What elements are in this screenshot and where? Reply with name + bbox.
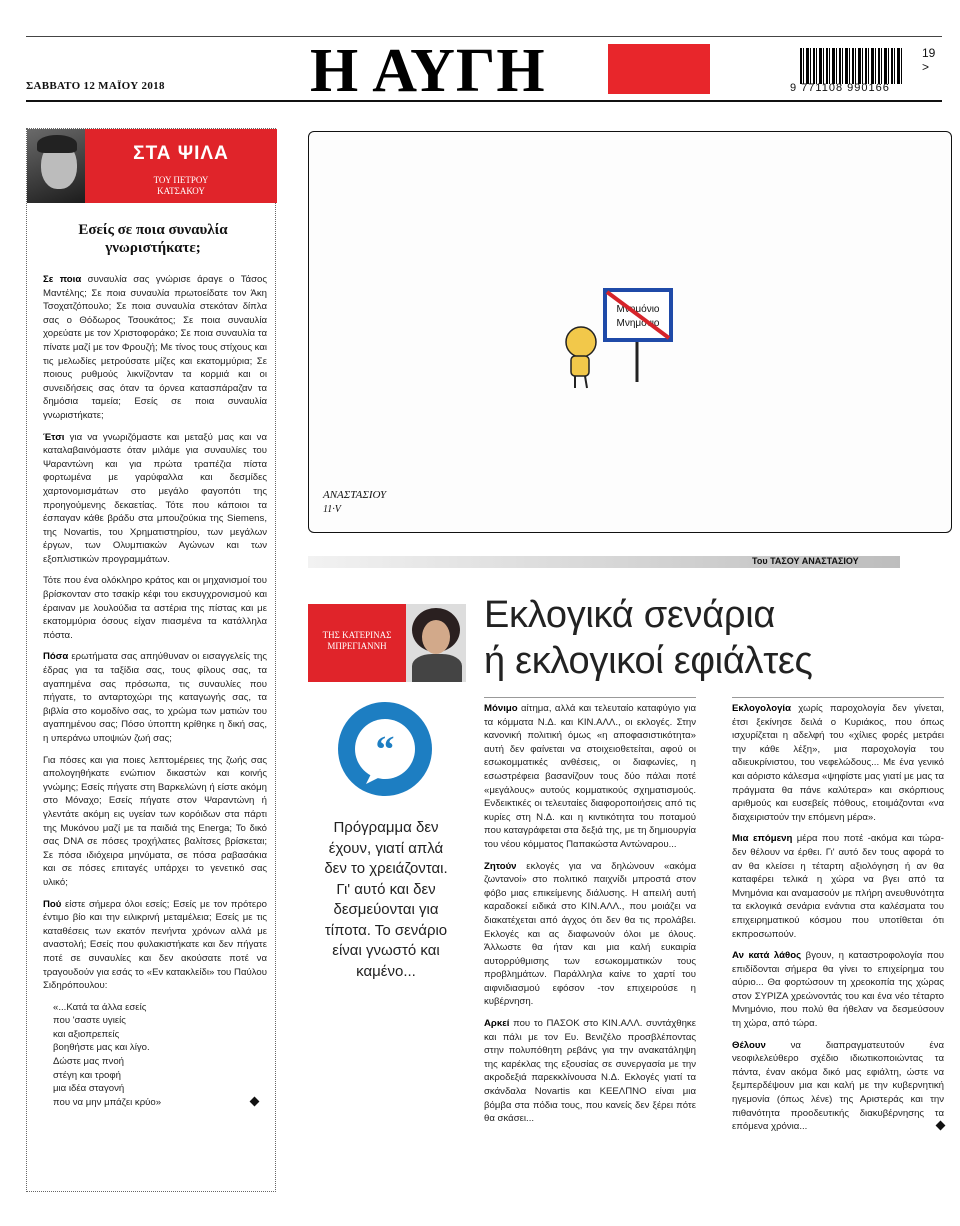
article-byline-line-2: ΜΠΡΕΓΙΑΝΝΗ xyxy=(327,641,387,651)
column-title-block xyxy=(85,129,277,203)
column-byline-line-1: ΤΟΥ ΠΕΤΡΟΥ xyxy=(153,175,209,185)
lead-word: Θέλουν xyxy=(732,1039,766,1051)
paragraph-text: να διαπραγματευτούν ένα νεοφιλελεύθερο σχέδιο ιδιωτικοποιώντας τα πάντα, έναν ακόμα δικό μας εφιάλτη, ώστε να ξεμπερδέψουν μια και καλή με την κυβερνητική ηγεμονία (όπως λένε) της Αριστεράς και την πιθανότητα προοδευτικής διακυβέρνησης τα επόμενα χρόνια... xyxy=(732,1039,944,1133)
cartoon-sign xyxy=(605,290,671,382)
paragraph xyxy=(43,650,267,745)
barcode-icon xyxy=(800,48,904,84)
article-column-2 xyxy=(732,702,944,1142)
poem-line-text: που να μην μπάζει κρύο» xyxy=(53,1096,162,1108)
lead-word: Ζητούν xyxy=(484,860,517,872)
column-title: ΣΤΑ ΨΙΛΑ xyxy=(133,143,229,164)
child-leg xyxy=(585,376,587,388)
poem-line: στέγη και τροφή xyxy=(53,1069,121,1081)
column-rule xyxy=(484,697,696,698)
lead-word: Αν κατά λάθος xyxy=(732,950,802,962)
masthead xyxy=(26,36,942,105)
cartoon-drawing xyxy=(309,132,952,533)
author-photo xyxy=(27,129,85,203)
article-author-photo xyxy=(406,604,466,682)
masthead-bottom-rule xyxy=(26,100,942,102)
issue-date: ΣΑΒΒΑΤΟ 12 ΜΑΪΟΥ 2018 xyxy=(26,80,165,92)
article-headline xyxy=(484,592,944,684)
poem-line: Δώστε μας πνοή xyxy=(53,1056,125,1068)
paragraph xyxy=(732,702,944,824)
paragraph-text: είστε σήμερα όλοι εσείς; Εσείς με τον πρότερο έντιμο βίο και την ειλικρινή μεταμέλεια; Εσείς με τις καταθέσεις των εκατόν πενήντα χρόνων αλλά με αναστολή; Εσείς που φυλακιστήκατε και δεν πήγατε ποτέ σε συναυλίες και δεν ακούσατε ποτέ να τραγουδούν για εσάς το «Εν κατακλείδι» του Παύλου Σιδηρόπουλου: xyxy=(43,898,267,992)
column-rule xyxy=(732,697,944,698)
lead-word: Έτσι xyxy=(43,431,65,443)
article-byline xyxy=(308,604,406,682)
poem-line: μια ιδέα σταγονή xyxy=(53,1083,125,1095)
svg-text:“: “ xyxy=(375,729,395,771)
end-diamond-icon xyxy=(936,1121,946,1131)
lead-word: Αρκεί xyxy=(484,1018,510,1030)
headline-line-1: Εκλογικά σενάρια xyxy=(484,594,775,636)
newspaper-logo: Η ΑΥΓΗ xyxy=(310,37,546,105)
paragraph-text: βγουν, η καταστροφολογία που επιδίδονται σήμερα θα γίνει το επιχείρημα του αύριο... Θα φορτώσουν τη χρεοκοπία της χώρας στον ΣΥΡΙΖΑ χρεώνοντάς του και ένα νέο τέταρτο Μνημόνιο, που πολύ θα ήθελαν να δεσμεύσουν τη χώρα, από τώρα. xyxy=(732,950,944,1030)
cartoon xyxy=(308,131,952,533)
article-byline-line-1: ΤΗΣ ΚΑΤΕΡΙΝΑΣ xyxy=(322,630,392,640)
paragraph-text: που το ΠΑΣΟΚ στο ΚΙΝ.ΑΛΛ. συντάχθηκε και πάλι με τον Ευ. Βενιζέλο προσβλέποντας στην πολυπόθητη ρεβάνς για την ανακατάληψη της καρέκλας της εξουσίας σε συνεργασία με την ακροδεξιά παρεκκλίνουσα Ν.Δ. Εκλογές γιατί τα σκάνδαλα Novartis και ΚΕΕΛΠΝΟ είναι μια βόμβα στα πόδια τους, που κανείς δεν ξέρει πότε θα σκάσει... xyxy=(484,1018,696,1125)
poem-line: βοηθήστε μας και λίγο. xyxy=(53,1042,150,1054)
paragraph xyxy=(43,898,267,993)
poem-line: και αξιοπρεπείς xyxy=(53,1028,120,1040)
page-arrow: > xyxy=(922,60,930,74)
paragraph-text: χωρίς παροχολογία δεν γίνεται, έτσι ξεκίνησε δειλά ο Κυριάκος, που όπως ισχυρίζεται η αδελφή του «χίλιες φορές μετράει την κάθε λέξη», μια παροχολογία του αδιευκρίνιστου, του νεφελώδους... Με ένα γενικό και αόριστο κάλεσμα «ψηφίστε μας γιατί με μας τα πράγματα θα πάνε καλύτερα» και σκόρπιους αριθμούς και ευσεβείς πόθους, ετοιμάζονται «να διαχειριστούν την επόμενη μέρα». xyxy=(732,703,945,823)
paragraph xyxy=(43,431,267,567)
lead-word: Πού xyxy=(43,898,62,910)
sign-text-2: Μνημόνιο xyxy=(616,318,660,329)
paragraph xyxy=(43,273,267,423)
lead-word: Μόνιμο xyxy=(484,703,518,714)
headline-line-2: ή εκλογικοί εφιάλτες xyxy=(484,640,813,682)
end-diamond-icon xyxy=(250,1096,260,1106)
column-headline: Εσείς σε ποια συναυλία γνωριστήκατε; xyxy=(78,222,228,256)
paragraph-text: μέρα που ποτέ -ακόμα και τώρα- δεν θέλουν να έρθει. Γι' αυτό δεν τους αφορά το αν θα κλείσει η τέταρτη αξιολόγηση ή αν θα καταφέρει τελικά η χώρα να βγει από τα Μνημόνια και αναμασούν με πλήρη ανευθυνότητα τα εκλογικά σενάρια ενάντια στα καλέσματα του επιχειρηματικού κόσμου που υποτίθεται ότι εκπροσωπούν. xyxy=(732,833,944,940)
author-body xyxy=(412,654,462,682)
paragraph: Για πόσες και για ποιες λεπτομέρειες της ζωής σας απολογηθήκατε ενώπιον δικαστών και κοινής γνώμης; Εσείς πήγατε στη Βαρκελώνη ή είστε ακόμη στο Μόναχο; Εσείς πήγατε στον Ψαραντώνη ή γλεντάτε ακόμη εις υγείαν των κορόιδων στα πάρτι της Μυκόνου μαζί με τα παιδιά της Energa; Το δικό σας DNA σε πόσες τροχήλατες βαλίτσες βρίσκεται; Σε πόσα ιδιόχειρα μηνύματα, σε πόσα ραβασάκια και σε πόσες επιταγές υπάρχει το γενετικό σας υλικό; xyxy=(43,754,267,888)
article-column-1 xyxy=(484,702,696,1134)
lead-word: Σε ποια xyxy=(43,274,82,285)
barcode-number: 9 771108 990166 xyxy=(790,82,890,94)
poem xyxy=(43,1001,267,1110)
author-face xyxy=(422,620,450,654)
lead-word: Πόσα xyxy=(43,651,69,663)
paragraph xyxy=(484,1017,696,1126)
lead-word: Εκλογολογία xyxy=(732,703,792,714)
paragraph xyxy=(484,860,696,1010)
page-number-value: 19 xyxy=(922,46,936,60)
signature-date: 11·V xyxy=(323,504,341,515)
paragraph-text: ερωτήματα σας απηύθυναν οι εισαγγελείς της έδρας για τα ταξίδια σας, τους φίλους σας, τα αγαπημένα σας πρόσωπα, τις συναυλίες που πήγατε, το ανταρτοχώρι της καταγωγής σας, τα βιβλία στο κομοδίνο σας, το χρώμα των ματιών του αγαπημένου σας; Πόσο ύποπτη κρίθηκε η δική σας, η υπεράνω υποψιών ζωή σας; xyxy=(43,651,267,744)
child-body xyxy=(571,356,589,376)
column-byline-line-2: ΚΑΤΣΑΚΟΥ xyxy=(157,186,205,196)
paragraph-text: αίτημα, αλλά και τελευταίο καταφύγιο για τα κόμματα Ν.Δ. και ΚΙΝ.ΑΛΛ., οι εκλογές. Στην κανονική πολιτική όμως «η αποφασιστικότητα» αυτή δεν φαίνεται να στοιχειοθετείται, αφού οι εσωκομματικές ανθέσεις, οι διαφωνίες, η εσωστρέφεια βασανίζουν τους δύο πάλαι ποτέ «μεγάλους» αυτούς κομματικούς σχηματισμούς. Ενδεικτικές οι τελευταίες διαφοροποιήσεις από τις κυρίες στη Ν.Δ. και η κιντικότητα του ποταμού που καταγράφεται στα δεξιά της, με τη δημιουργία του νέου κόμματος Παπακώστα Αντώναρου... xyxy=(484,703,696,850)
signature-name: ΑΝΑΣΤΑΣΙΟΥ xyxy=(323,489,387,501)
poem-line xyxy=(53,1096,267,1110)
column-body xyxy=(43,273,267,1109)
page-number xyxy=(922,46,942,74)
cartoon-child xyxy=(566,327,596,388)
cartoon-signature xyxy=(322,489,388,515)
child-head xyxy=(566,327,596,357)
paragraph: Τότε που ένα ολόκληρο κράτος και οι μηχανισμοί του βρίσκονταν στο τσακίρ κέφι του εκσυγχρονισμού και έραιναν με λουλούδια τα αστέρια της πίστας και με εκατομμύρια όσους είχαν πιασμένα τα κατάλληλα πόστα. xyxy=(43,575,267,641)
lead-word: Μια επόμενη xyxy=(732,833,793,845)
paragraph-text: για να γνωριζόμαστε και μεταξύ μας και να καταλαβαινόμαστε όταν μιλάμε για συναυλίες του Ψαραντώνη και για πρώτα τραπέζια πίστα φορτωμένα με γαρύφαλλα και δεσμίδες χαρτονομισμάτων στο μεγάλο φαγοπότι της προηγούμενης δεκαετίας. Τότε που κάποιοι τα έσπαγαν κάθε βράδυ στα μπουζούκια της Siemens, της Novartis, του Χρηματιστηρίου, των μεγάλων έργων, των Ολυμπιακών Αγώνων και των εξοπλιστικών προγραμμάτων. xyxy=(43,431,267,565)
paragraph xyxy=(732,1039,944,1134)
column-sta-psila xyxy=(26,128,276,1192)
poem-line: «...Κατά τα άλλα εσείς xyxy=(53,1001,147,1013)
column-byline xyxy=(85,175,277,197)
article-author-block xyxy=(308,604,466,682)
sign-text-1: Μνημόνιο xyxy=(616,304,660,315)
paragraph xyxy=(732,949,944,1031)
quote-icon xyxy=(336,700,434,798)
author-hair xyxy=(37,135,77,153)
paragraph xyxy=(484,702,696,852)
column-header xyxy=(27,129,277,203)
paragraph-text: συναυλία σας γνώρισε άραγε ο Τάσος Μαντέλης; Σε ποια συναυλία πρωτοείδατε τον Άκη Τσοχατζόπουλο; Σε ποια συναυλία στεκόταν δίπλα σας ο Θόδωρος Τσουκάτος; Σε ποια συναυλία χορεύατε με τον Χριστοφοράκο; Σε ποια συναυλία τα πίνατε μαζί με τον Φρουζή; Με τίνος τους στίχους και τις μελωδίες μετρούσατε μίζες και εκατομμύρια; Σε ποιους ρυθμούς λικνίζονταν τα κορμιά και οι συνειδήσεις σας όταν τα όρνεα κατασπάραζαν τα δημόσια ταμεία; Εσείς σε ποια συναυλία γνωριστήκατε; xyxy=(43,274,267,421)
logo-red-block xyxy=(608,44,710,94)
paragraph-text: εκλογές για να δηλώνουν «ακόμα ζωντανοί» στο πολιτικό παιχνίδι μπροστά στον φόβο μιας επικείμενης διάλυσης. Η απειλή αυτή καραδοκεί ειδικά στο ΚΙΝ.ΑΛΛ., που μοιάζει να διακατέχεται από άγχος ότι δεν θα τις προλάβει. Εκλογές και ας διαφωνούν όλοι με όλους. Άλλωστε θα ήταν και μια καλή ευκαιρία αυτορρύθμισης των εσωκομματικών τους προβλημάτων. Παράλληλα καίνε το χαρτί του αιφνιδιασμού εφόσον -τον επιχειρούσε η κυβέρνηση. xyxy=(484,860,696,1008)
paragraph xyxy=(732,832,944,941)
poem-line: που 'σαστε υγιείς xyxy=(53,1015,126,1027)
cartoon-credit: Του ΤΑΣΟΥ ΑΝΑΣΤΑΣΙΟΥ xyxy=(752,556,859,566)
pullquote: Πρόγραμμα δεν έχουν, γιατί απλά δεν το χρειάζονται. Γι' αυτό και δεν δεσμεύονται για τίποτα. Το σενάριο είναι γνωστό και καμένο... xyxy=(324,819,448,980)
